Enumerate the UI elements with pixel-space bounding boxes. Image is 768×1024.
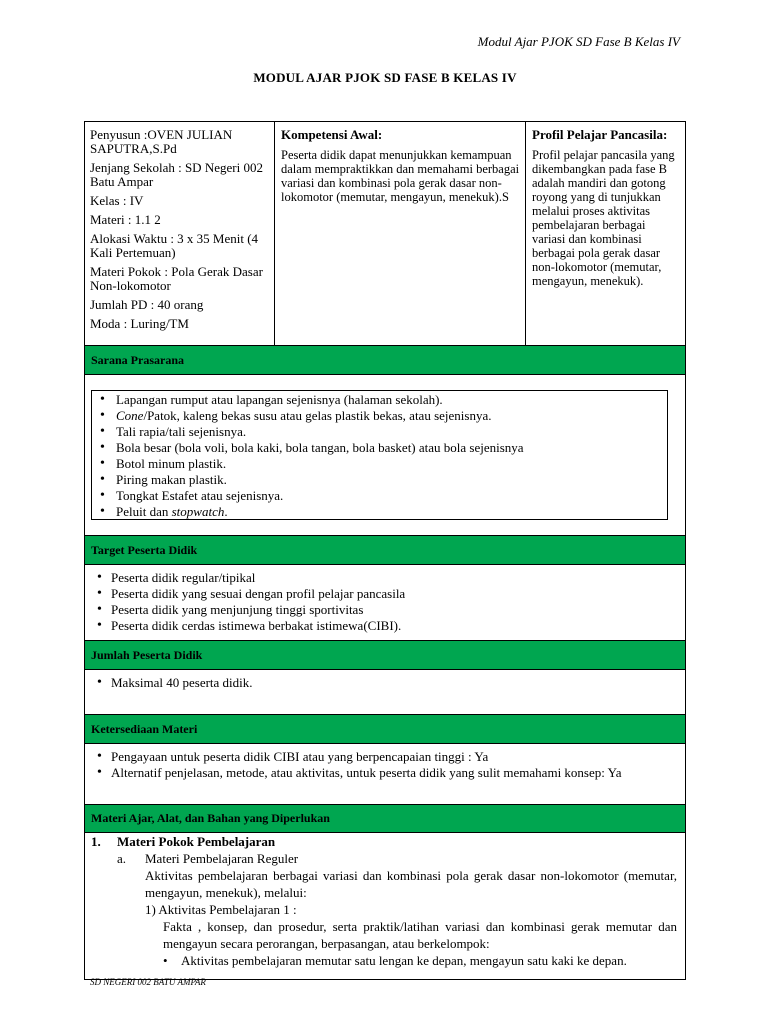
sarana-box <box>91 390 668 520</box>
penyusun-text: Penyusun :OVEN JULIAN SAPUTRA,S.Pd <box>90 127 233 156</box>
list-item: • Alternatif penjelasan, metode, atau aktivitas, untuk peserta didik yang sulit memahami konsep: Ya <box>85 765 677 781</box>
bullet-mark: • <box>163 953 168 968</box>
profil-column <box>526 122 685 345</box>
sarana-list <box>92 392 667 520</box>
profil-heading: Profil Pelajar Pancasila: <box>532 127 668 142</box>
aktivitas-bullet-text: Aktivitas pembelajaran memutar satu lengan ke depan, mengayun satu kaki ke depan. <box>181 953 627 968</box>
aktivitas-1-heading: 1) Aktivitas Pembelajaran 1 : <box>145 902 297 917</box>
list-item: • Peserta didik yang sesuai dengan profil pelajar pancasila <box>85 586 685 602</box>
materi-heading-row <box>91 833 677 850</box>
sarana-section <box>85 390 685 536</box>
jumlah-pd-text: Jumlah PD : 40 orang <box>90 297 204 312</box>
target-list <box>85 570 685 634</box>
moda-text: Moda : Luring/TM <box>90 316 189 331</box>
jumlah-section <box>85 670 685 715</box>
target-header: Target Peserta Didik <box>85 536 685 565</box>
materi-ajar-header: Materi Ajar, Alat, dan Bahan yang Diperlukan <box>85 805 685 833</box>
kompetensi-column <box>275 122 526 345</box>
identity-column <box>85 122 275 345</box>
list-item: • Tali rapia/tali sejenisnya. <box>92 424 667 440</box>
jenjang-text: Jenjang Sekolah : SD Negeri 002 Batu Ampar <box>90 160 263 189</box>
document-title: MODUL AJAR PJOK SD FASE B KELAS IV <box>253 70 517 85</box>
list-item: • Pengayaan untuk peserta didik CIBI atau yang berpencapaian tinggi : Ya <box>85 749 677 765</box>
target-section <box>85 565 685 641</box>
list-item: • Piring makan plastik. <box>92 472 667 488</box>
aktivitas-1-text: Fakta , konsep, dan prosedur, serta praktik/latihan variasi dan kombinasi gerak memutar dan mengayun secara perorangan, berpasangan, atau berkelompok: <box>163 919 677 951</box>
list-item: • Peserta didik yang menjunjung tinggi sportivitas <box>85 602 685 618</box>
materi-reguler-heading: Materi Pembelajaran Reguler <box>145 851 299 866</box>
materi-pokok-text: Materi Pokok : Pola Gerak Dasar Non-lokomotor <box>90 264 263 293</box>
kompetensi-heading: Kompetensi Awal: <box>281 127 383 142</box>
list-item: • Bola besar (bola voli, bola kaki, bola tangan, bola basket) atau bola sejenisnya <box>92 440 667 456</box>
sarana-header: Sarana Prasarana <box>85 346 685 375</box>
ketersediaan-list <box>85 749 677 781</box>
materi-subheading-row <box>91 850 677 867</box>
list-item: • Peluit dan stopwatch. <box>92 504 667 520</box>
materi-number: 1. <box>91 834 101 849</box>
materi-pokok-heading: Materi Pokok Pembelajaran <box>117 834 276 849</box>
list-item: • Tongkat Estafet atau sejenisnya. <box>92 488 667 504</box>
list-item: • Maksimal 40 peserta didik. <box>85 675 685 691</box>
list-item: • Botol minum plastik. <box>92 456 667 472</box>
ketersediaan-header: Ketersediaan Materi <box>85 715 685 744</box>
list-item: • Lapangan rumput atau lapangan sejenisnya (halaman sekolah). <box>92 392 667 408</box>
alokasi-text: Alokasi Waktu : 3 x 35 Menit (4 Kali Pertemuan) <box>90 231 259 260</box>
profil-text: Profil pelajar pancasila yang dikembangkan pada fase B adalah mandiri dan gotong royong yang di tunjukkan melalui proses aktivitas pembelajaran berbagai variasi dan kombinasi berbagai pola gerak dasar non-lokomotor (memutar, mengayun, menekuk). <box>532 148 675 288</box>
materi-ajar-section <box>85 833 685 979</box>
list-item: • Peserta didik regular/tipikal <box>85 570 685 586</box>
page-footer: SD NEGERI 002 BATU AMPAR <box>90 977 206 987</box>
jumlah-list <box>85 675 685 691</box>
ketersediaan-section <box>85 744 685 805</box>
list-item: • Peserta didik cerdas istimewa berbakat istimewa(CIBI). <box>85 618 685 634</box>
list-item: • Cone/Patok, kaleng bekas susu atau gelas plastik bekas, atau sejenisnya. <box>92 408 667 424</box>
jumlah-header: Jumlah Peserta Didik <box>85 641 685 670</box>
kelas-text: Kelas : IV <box>90 193 144 208</box>
sub-letter: a. <box>117 851 127 866</box>
module-table <box>84 121 686 980</box>
running-header: Modul Ajar PJOK SD Fase B Kelas IV <box>477 34 680 49</box>
kompetensi-text: Peserta didik dapat menunjukkan kemampuan dalam mempraktikkan dan memahami berbagai variasi dan kombinasi pola gerak dasar non-lokomotor (memutar, mengayun, menekuk).S <box>281 148 520 204</box>
info-row <box>85 122 685 346</box>
materi-reguler-text: Aktivitas pembelajaran berbagai variasi dan kombinasi pola gerak dasar non-lokomotor (memutar, mengayun, menekuk), melalui: <box>145 868 677 900</box>
materi-text: Materi : 1.1 2 <box>90 212 161 227</box>
list-item <box>91 952 677 969</box>
